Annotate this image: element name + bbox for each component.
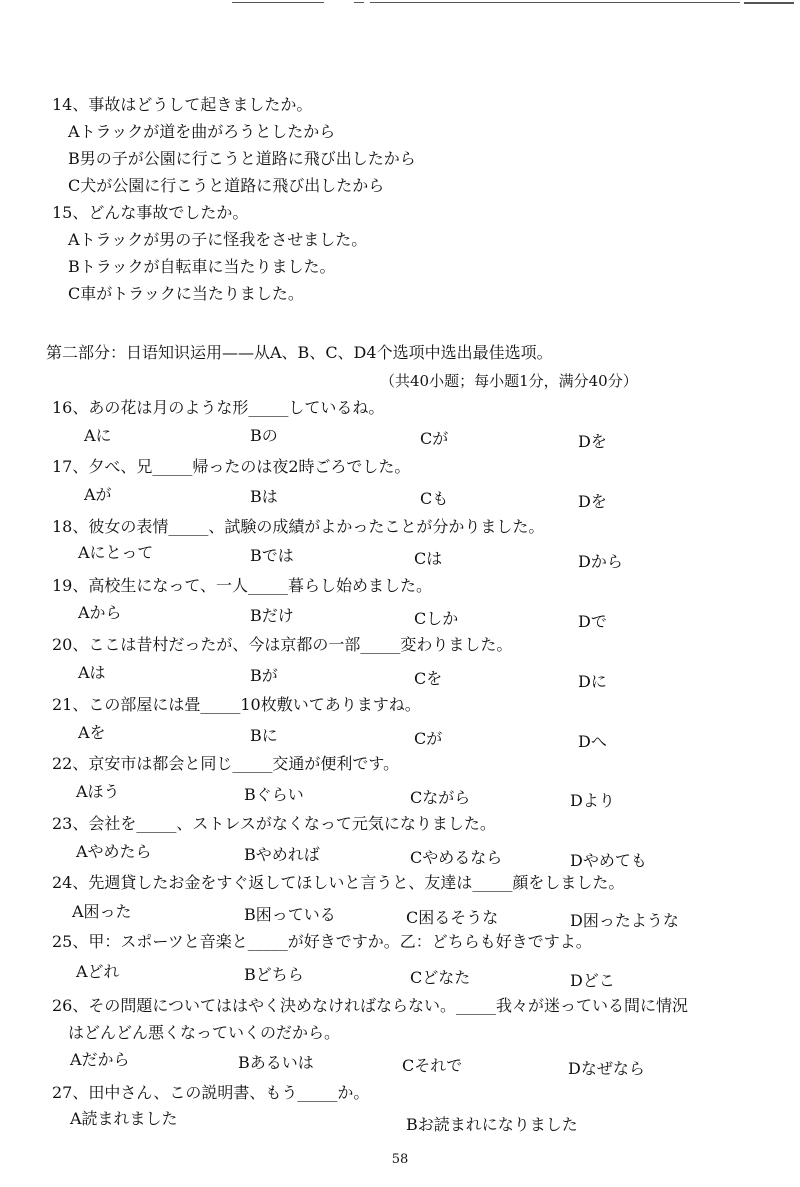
question-14-option-c: C犬が公園に行こうと道路に飛び出したから bbox=[68, 176, 385, 195]
option-b: Bは bbox=[250, 487, 278, 506]
option-d: Dを bbox=[578, 432, 607, 451]
option-d: Dより bbox=[570, 791, 615, 810]
option-a: Aが bbox=[84, 485, 112, 504]
option-c: Cどなた bbox=[410, 968, 471, 987]
option-a: Aやめたら bbox=[76, 842, 152, 861]
question-15-stem: 15、どんな事故でしたか。 bbox=[52, 203, 249, 222]
question-15-option-b: Bトラックが自転車に当たりました。 bbox=[68, 257, 336, 276]
question-15-option-c: C車がトラックに当たりました。 bbox=[68, 284, 304, 303]
question-14-option-b: B男の子が公園に行こうと道路に飛び出したから bbox=[68, 149, 416, 168]
option-c: Cそれで bbox=[402, 1056, 463, 1075]
option-b: Bあるいは bbox=[238, 1053, 314, 1072]
option-a: Aを bbox=[78, 723, 106, 742]
option-d: Dどこ bbox=[570, 971, 615, 990]
question-26-stem-continued: はどんどん悪くなっていくのだから。 bbox=[68, 1023, 341, 1042]
option-d: Dで bbox=[578, 612, 607, 631]
option-c: Cを bbox=[414, 669, 443, 688]
question-stem: 25、甲：スポーツと音楽と_____が好きですか。乙：どちらも好きですよ。 bbox=[52, 932, 592, 951]
question-stem: 22、京安市は都会と同じ_____交通が便利です。 bbox=[52, 754, 400, 773]
option-b: Bどちら bbox=[244, 965, 304, 984]
question-stem: 24、先週貸したお金をすぐ返してほしいと言うと、友達は_____顔をしました。 bbox=[52, 873, 625, 892]
option-b: Bお読まれになりました bbox=[406, 1115, 578, 1134]
option-a: Aだから bbox=[70, 1050, 130, 1069]
option-c: Cやめるなら bbox=[410, 848, 503, 867]
section-title: 第二部分：日语知识运用——从A、B、C、D4个选项中选出最佳选项。 bbox=[46, 343, 553, 362]
top-rule bbox=[354, 2, 364, 3]
option-c: Cしか bbox=[414, 609, 459, 628]
question-stem: 19、高校生になって、一人_____暮らし始めました。 bbox=[52, 576, 433, 595]
question-stem: 21、この部屋には畳_____10枚敷いてありますね。 bbox=[52, 695, 421, 714]
option-d: Dやめても bbox=[570, 851, 647, 870]
option-d: Dへ bbox=[578, 732, 607, 751]
option-d: Dを bbox=[578, 492, 607, 511]
option-b: Bが bbox=[250, 666, 278, 685]
question-stem: 17、夕べ、兄_____帰ったのは夜2時ごろでした。 bbox=[52, 457, 411, 476]
option-d: Dに bbox=[578, 672, 607, 691]
question-14-stem: 14、事故はどうして起きましたか。 bbox=[52, 95, 313, 114]
option-c: C困るそうな bbox=[406, 908, 499, 927]
option-d: Dから bbox=[578, 552, 623, 571]
option-b: Bやめれば bbox=[244, 845, 320, 864]
option-a: A困った bbox=[72, 902, 132, 921]
option-c: Cが bbox=[414, 729, 443, 748]
question-15-option-a: Aトラックが男の子に怪我をさせました。 bbox=[68, 230, 368, 249]
option-d: Dなぜなら bbox=[568, 1059, 645, 1078]
option-c: Cながら bbox=[410, 788, 471, 807]
page-number: 58 bbox=[391, 1152, 409, 1167]
question-26-stem: 26、その問題についてははやく決めなければならない。_____我々が迷っている間に情況 bbox=[52, 996, 689, 1015]
option-b: Bぐらい bbox=[244, 785, 304, 804]
option-c: Cも bbox=[420, 489, 449, 508]
top-rule bbox=[744, 2, 794, 4]
option-a: Aから bbox=[78, 603, 122, 622]
option-b: B困っている bbox=[244, 905, 336, 924]
option-a: Aに bbox=[84, 426, 112, 445]
section-note: （共40小题；每小题1分，满分40分） bbox=[380, 372, 638, 390]
top-rule bbox=[232, 2, 324, 3]
option-d: D困ったような bbox=[570, 911, 679, 930]
option-a: Aほう bbox=[76, 782, 120, 801]
question-14-option-a: Aトラックが道を曲がろうとしたから bbox=[68, 122, 336, 141]
question-stem: 20、ここは昔村だったが、今は京都の一部_____変わりました。 bbox=[52, 635, 513, 654]
question-stem: 16、あの花は月のような形_____しているね。 bbox=[52, 398, 385, 417]
option-a: A読まれました bbox=[70, 1109, 178, 1128]
option-c: Cは bbox=[414, 549, 443, 568]
top-rule bbox=[370, 2, 740, 3]
option-b: Bの bbox=[250, 426, 278, 445]
option-a: Aにとって bbox=[78, 543, 154, 562]
option-b: Bに bbox=[250, 726, 278, 745]
option-b: Bだけ bbox=[250, 606, 294, 625]
question-27-stem: 27、田中さん、この説明書、もう_____か。 bbox=[52, 1083, 370, 1102]
option-b: Bでは bbox=[250, 546, 294, 565]
question-stem: 23、会社を_____、ストレスがなくなって元気になりました。 bbox=[52, 814, 496, 833]
option-a: Aどれ bbox=[76, 962, 120, 981]
option-a: Aは bbox=[78, 663, 106, 682]
option-c: Cが bbox=[420, 429, 449, 448]
question-stem: 18、彼女の表情_____、試験の成績がよかったことが分かりました。 bbox=[52, 517, 545, 536]
